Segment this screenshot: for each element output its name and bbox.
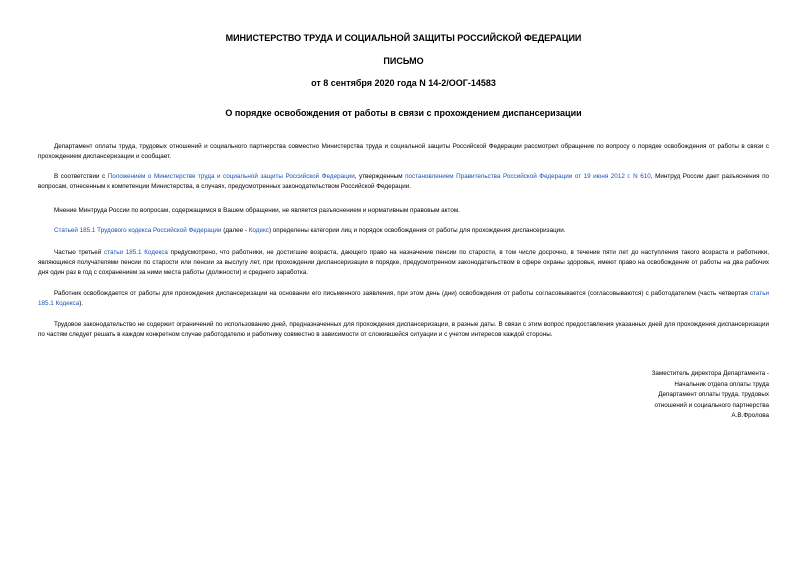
paragraph-2-text-2: , утвержденным xyxy=(354,173,406,180)
paragraph-2 xyxy=(38,172,769,192)
paragraph-1: Департамент оплаты труда, трудовых отношений и социального партнерства совместно Министерства труда и социальной защиты Российской Федерации рассмотрел обращение по вопросу о порядке освобождения от работы в связи с прохождением диспансеризации и сообщает. xyxy=(38,143,769,160)
paragraph-5-text-2: предусмотрено, что работники, не достигшие возраста, дающего право на назначение пенсии по старости, в том числе досрочно, в течение пяти лет до наступления такого возраста и работники, являющиеся получателями пенсии по старости или пенсии за выслугу лет, при прохождении диспансеризации в порядке, предусмотренном законодательством в сфере охраны здоровья, имеют право на освобождение от работы на два рабочих дня один раз в год с сохранением за ними места работы (должности) и среднего заработка. xyxy=(38,249,769,276)
signature-position: Заместитель директора Департамента - xyxy=(651,370,769,377)
signature-department-2: отношений и социального партнерства xyxy=(654,401,769,409)
link-article-185-1-part-4[interactable]: статьи 185.1 Кодекса xyxy=(38,290,769,307)
link-labor-code-article[interactable]: Статьей 185.1 Трудового кодекса Российской Федерации xyxy=(54,227,222,234)
paragraph-5 xyxy=(38,248,769,278)
link-article-185-1[interactable]: статьи 185.1 Кодекса xyxy=(104,249,168,256)
document-date-number: от 8 сентября 2020 года N 14-2/ООГ-14583 xyxy=(311,78,496,88)
link-government-decree[interactable]: постановлением Правительства Российской Федерации от 19 июня 2012 г. N 610 xyxy=(405,173,651,180)
document-type: ПИСЬМО xyxy=(383,56,424,66)
paragraph-3: Мнение Минтруда России по вопросам, содержащимся в Вашем обращении, не является разъяснением и нормативным правовым актом. xyxy=(54,207,460,214)
document-subject: О порядке освобождения от работы в связи с прохождением диспансеризации xyxy=(225,108,582,118)
paragraph-6-text-1: Работник освобождается от работы для прохождения диспансеризации на основании его письменного заявления, при этом день (дни) освобождения от работы согласовывается (согласовываются) с работодателем (часть четвертая xyxy=(54,290,750,297)
ministry-title: МИНИСТЕРСТВО ТРУДА И СОЦИАЛЬНОЙ ЗАЩИТЫ РОССИЙСКОЙ ФЕДЕРАЦИИ xyxy=(225,33,582,43)
signature-department-head: Начальник отдела оплаты труда xyxy=(674,380,769,388)
signature-name: А.В.Фролова xyxy=(731,412,769,419)
paragraph-5-text-1: Частью третьей xyxy=(54,249,105,256)
paragraph-4-text-1: (далее - xyxy=(221,227,249,234)
paragraph-6-text-2: ). xyxy=(79,300,84,307)
paragraph-2-text-1: В соответствии с xyxy=(54,173,108,180)
signature-block xyxy=(652,369,769,422)
paragraph-4-text-2: ) определены категории лиц и порядок освобождения от работы для прохождения диспансеризации. xyxy=(268,227,566,234)
paragraph-2-text-3: , Минтруд России дает разъяснения по вопросам, отнесенным к компетенции Министерства, в случаях, предусмотренных законодательством Российской Федерации. xyxy=(38,173,770,190)
paragraph-4 xyxy=(38,226,769,236)
link-code[interactable]: Кодекс xyxy=(248,227,269,234)
paragraph-7: Трудовое законодательство не содержит ограничений по использованию дней, предназначенных для прохождения диспансеризации, в разные даты. В связи с этим вопрос предоставления указанных дней для прохождения диспансеризации по частям следует решать в каждом конкретном случае работодателю и работнику совместно в зависимости от сложившейся ситуации и с учетом интересов каждой стороны. xyxy=(38,321,769,338)
link-ministry-regulation[interactable]: Положением о Министерстве труда и социальной защиты Российской Федерации xyxy=(107,173,355,180)
signature-department-1: Департамент оплаты труда, трудовых xyxy=(658,391,769,398)
paragraph-6 xyxy=(38,289,769,309)
